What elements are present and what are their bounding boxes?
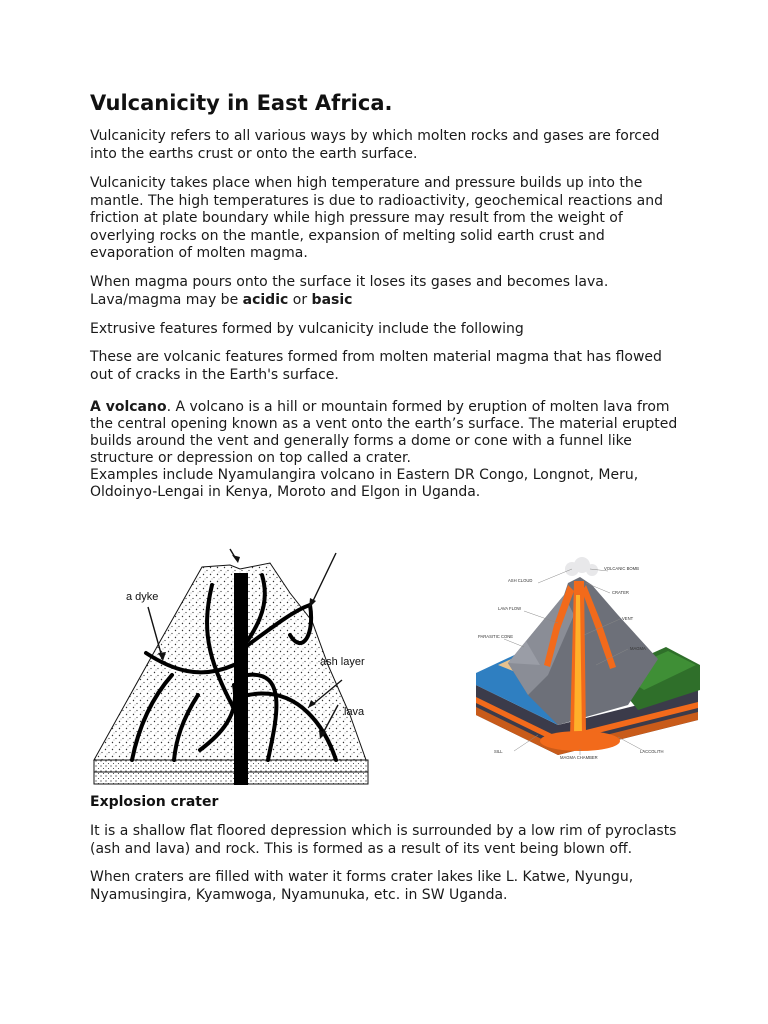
ash-cloud-label: ASH CLOUD	[508, 578, 533, 583]
dyke-label: a dyke	[126, 591, 159, 603]
causes-paragraph: Vulcanicity takes place when high temperature and pressure builds up into the mantle. The high temperatures is due to radioactivity, geochemical reactions and friction at plate boundary while high pressure may result from the weight of overlying rocks on the mantle, expansion of melting solid earth crust and evaporation of molten magma.	[90, 175, 663, 261]
laccolith-label: LACCOLITH	[640, 749, 664, 754]
volcano-cross-section-diagram	[90, 545, 374, 787]
page-title: Vulcanicity in East Africa.	[90, 91, 393, 115]
volcanic-bomb-label: VOLCANIC BOMB	[604, 566, 639, 571]
crater-lakes-paragraph: When craters are filled with water it forms crater lakes like L. Katwe, Nyungu, Nyamusingira, Kyamwoga, Nyamunuka, etc. in SW Uganda.	[90, 869, 634, 903]
definition-paragraph: Vulcanicity refers to all various ways by which molten rocks and gases are forced into the earths crust or onto the earth surface.	[90, 128, 660, 162]
ash-layer-label: ash layer	[320, 656, 365, 668]
extrusive-intro: Extrusive features formed by vulcanicity include the following	[90, 321, 524, 337]
lava-line-1: When magma pours onto the surface it loses its gases and becomes lava.	[90, 274, 609, 290]
ash-arrow-shaft	[312, 553, 336, 603]
acidic-term: acidic	[242, 291, 289, 308]
lava-line-2-prefix: Lava/magma may be	[90, 291, 243, 308]
explosion-crater-paragraph: It is a shallow flat floored depression which is surrounded by a low rim of pyroclasts (ash and lava) and rock. This is formed as a result of its vent being blown off.	[90, 823, 677, 857]
parasitic-cone-label: PARASITIC CONE	[478, 634, 514, 639]
explosion-crater-heading: Explosion crater	[90, 794, 219, 810]
volcano-term: A volcano	[90, 399, 167, 415]
volcano-examples: Examples include Nyamulangira volcano in Eastern DR Congo, Longnot, Meru, Oldoinyo-Lengai in Kenya, Moroto and Elgon in Uganda.	[90, 467, 639, 500]
volcano-paragraph	[90, 399, 680, 501]
vent-label: VENT	[622, 616, 634, 621]
volcano-text: . A volcano is a hill or mountain formed by eruption of molten lava from the central opening known as a vent onto the earth’s surface. The material erupted builds around the vent and generally forms a dome or cone with a funnel like structure or depression on top called a crater.	[90, 399, 678, 466]
magma-label: MAGMA	[630, 646, 646, 651]
lava-paragraph	[90, 274, 680, 309]
central-vent	[234, 573, 248, 785]
lava-flow-label: LAVA FLOW	[498, 606, 522, 611]
extrusive-description: These are volcanic features formed from molten material magma that has flowed out of cracks in the Earth's surface.	[90, 349, 662, 383]
magma-chamber	[540, 731, 620, 751]
lava-label: lava	[344, 706, 365, 718]
volcano-block-diagram	[468, 555, 710, 767]
magma-chamber-label: MAGMA CHAMBER	[560, 755, 598, 760]
sill-label: SILL	[494, 749, 503, 754]
ash-cloud	[565, 557, 598, 576]
basic-term: basic	[311, 291, 353, 308]
or-text: or	[288, 291, 312, 308]
crater-label: CRATER	[612, 590, 629, 595]
